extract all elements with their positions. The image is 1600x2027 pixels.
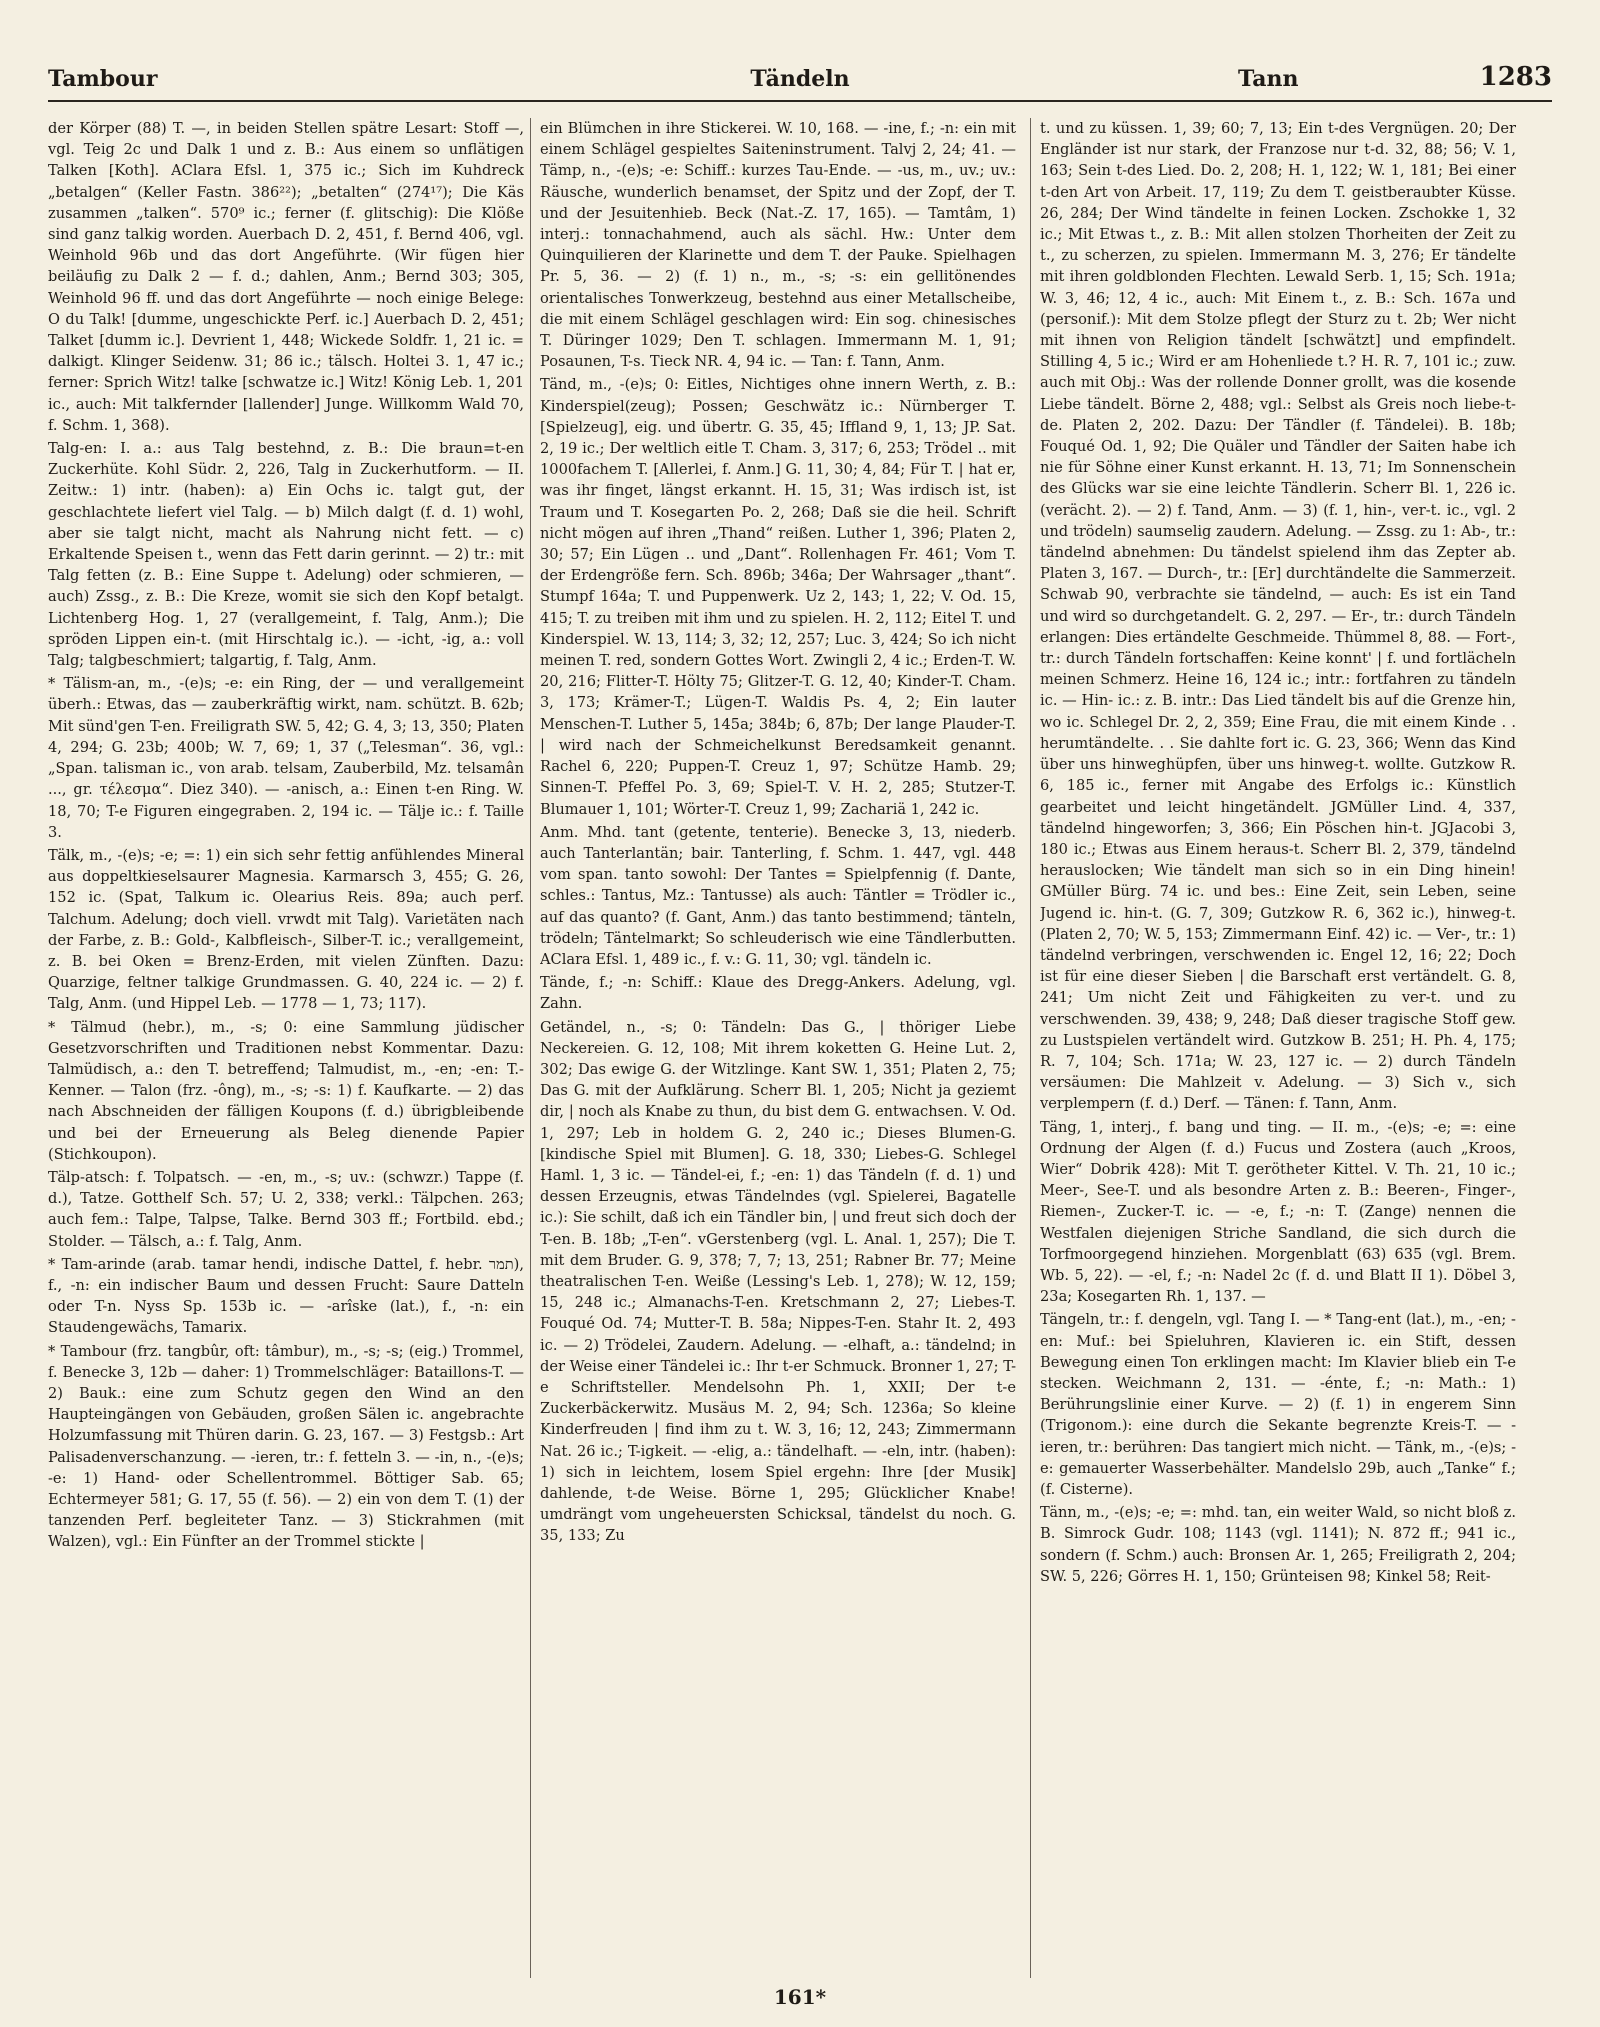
column-divider-2	[1030, 118, 1031, 1978]
header-right-catchword: Tann	[1238, 66, 1299, 92]
entry-paragraph: ein Blümchen in ihre Stickerei. W. 10, 168. — -ine, f.; -n: ein mit einem Schlägel gespieltes Saiteninstrument. Talvj 2, 24; 41. — Tämp, n., -(e)s; -e: Schiff.: kurzes Tau-Ende. — -us, m., uv.; uv.: Räusche, wunderlich benamset, der Spitz und der Zopf, der T. und der Jesuitenhieb. Beck (Nat.-Z. 17, 165). — Tamtâm, 1) interj.: tonnachahmend, auch als sächl. Hw.: Unter dem Quinquilieren der Klarinette und dem T. der Pauke. Spielhagen Pr. 5, 36. — 2) (f. 1) n., m., -s; -s: ein gellitönendes orientalisches Tonwerkzeug, bestehnd aus einer Metallscheibe, die mit einem Schlägel geschlagen wird: Ein sog. chinesisches T. Düringer 1029; Den T. schlagen. Immermann M. 1, 91; Posaunen, T-s. Tieck NR. 4, 94 ic. — Tan: f. Tann, Anm.	[540, 120, 1016, 371]
header-center-catchword: Tändeln	[750, 66, 850, 92]
entry-paragraph: * Tam-arinde (arab. tamar hendi, indische Dattel, f. hebr. תמר), f., -n: ein indischer Baum und dessen Frucht: Saure Datteln oder T-n. Nyss Sp. 153b ic. — -arîske (lat.), f., -n: ein Staudengewächs, Tamarix.	[48, 1255, 524, 1337]
entry-paragraph: Tälp-atsch: f. Tolpatsch. — -en, m., -s; uv.: (schwzr.) Tappe (f. d.), Tatze. Gotthelf Sch. 57; U. 2, 338; verkl.: Tälpchen. 263; auch fem.: Talpe, Talpse, Talke. Bernd 303 ff.; Fortbild. ebd.; Stolder. — Tälsch, a.: f. Talg, Anm.	[48, 1168, 524, 1250]
column-3	[1040, 118, 1516, 1968]
entry-paragraph: * Tambour (frz. tangbûr, oft: tâmbur), m., -s; -s; (eig.) Trommel, f. Benecke 3, 12b — daher: 1) Trommelschläger: Bataillons-T. — 2) Bauk.: eine zum Schutz gegen den Wind an den Haupteingängen von Gebäuden, großen Sälen ic. angebrachte Holzumfassung mit Thüren darin. G. 23, 167. — 3) Festgsb.: Art Palisadenverschanzung. — -ieren, tr.: f. fetteln 3. — -in, n., -(e)s; -e: 1) Hand- oder Schellentrommel. Böttiger Sab. 65; Echtermeyer 581; G. 17, 55 (f. 56). — 2) ein von dem T. (1) der tanzenden Perf. begleiteter Tanz. — 3) Stickrahmen (mit Walzen), vgl.: Ein Fünfter an der Trommel stickte |	[48, 1342, 524, 1551]
entry-paragraph: Anm. Mhd. tant (getente, tenterie). Benecke 3, 13, niederb. auch Tanterlantän; bair. Tanterling, f. Schm. 1. 447, vgl. 448 vom span. tanto sowohl: Der Tantes = Spielpfennig (f. Dante, schles.: Tantus, Mz.: Tantusse) als auch: Täntler = Trödler ic., auf das quanto? (f. Gant, Anm.) das tanto bestimmend; tänteln, trödeln; Täntelmarkt; So schleuderisch wie eine Tändlerbutten. AClara Efsl. 1, 489 ic., f. v.: G. 11, 30; vgl. tändeln ic.	[540, 823, 1016, 968]
entry-paragraph: der Körper (88) T. —, in beiden Stellen spätre Lesart: Stoff —, vgl. Teig 2c und Dalk 1 und z. B.: Aus einem so unflätigen Talken [Koth]. AClara Efsl. 1, 375 ic.; Sich im Kuhdreck „betalgen“ (Keller Fastn. 386²²); „betalten“ (274¹⁷); Die Käs zusammen „talken“. 570⁹ ic.; ferner (f. glitschig): Die Klöße sind ganz talkig worden. Auerbach D. 2, 451, f. Bernd 406, vgl. Weinhold 96b und das dort Angeführte. (Wir fügen hier beiläufig zu Dalk 2 — f. d.; dahlen, Anm.; Bernd 303; 305, Weinhold 96 ff. und das dort Angeführte — noch einige Belege: O du Talk! [dumme, ungeschickte Perf. ic.] Auerbach D. 2, 451; Talket [dumm ic.]. Devrient 1, 448; Wickede Soldfr. 1, 21 ic. = dalkigt. Klinger Seidenw. 31; 86 ic.; tälsch. Holtei 3. 1, 47 ic.; ferner: Sprich Witz! talke [schwatze ic.] Witz! König Leb. 1, 201 ic., auch: Mit talkfernder [lallender] Junge. Willkomm Wald 70, f. Schm. 1, 368).	[48, 120, 524, 434]
column-divider-1	[530, 118, 531, 1978]
entry-paragraph: Tängeln, tr.: f. dengeln, vgl. Tang I. — * Tang-ent (lat.), m., -en; -en: Muf.: bei Spieluhren, Klavieren ic. ein Stift, dessen Bewegung einen Ton erklingen macht: Im Klavier blieb ein T-e stecken. Weichmann 2, 131. — -énte, f.; -n: Math.: 1) Berührungslinie einer Kurve. — 2) (f. 1) in engerem Sinn (Trigonom.): eine durch die Sekante begrenzte Kreis-T. — -ieren, tr.: berühren: Das tangiert mich nicht. — Tänk, m., -(e)s; -e: gemauerter Wasserbehälter. Mandelslo 29b, auch „Tanke“ f.; (f. Cisterne).	[1040, 1311, 1516, 1498]
entry-paragraph: Tänd, m., -(e)s; 0: Eitles, Nichtiges ohne innern Werth, z. B.: Kinderspiel(zeug); Possen; Geschwätz ic.: Nürnberger T. [Spielzeug], eig. und übertr. G. 35, 45; Iffland 9, 1, 13; JP. Sat. 2, 19 ic.; Der weltlich eitle T. Cham. 3, 317; 6, 253; Trödel .. mit 1000fachem T. [Allerlei, f. Anm.] G. 11, 30; 4, 84; Für T. | hat er, was ihr finget, längst erkannt. H. 15, 31; Was irdisch ist, ist Traum und T. Kosegarten Po. 2, 268; Daß sie die heil. Schrift nicht mögen auf ihren „Thand“ reißen. Luther 1, 396; Platen 2, 30; 57; Ein Lügen .. und „Dant“. Rollenhagen Fr. 461; Vom T. der Erdengröße fern. Sch. 896b; 346a; Der Wahrsager „thant“. Stumpf 164a; T. und Puppenwerk. Uz 2, 143; 1, 22; V. Od. 15, 415; T. zu treiben mit ihm und zu spielen. H. 2, 112; Eitel T. und Kinderspiel. W. 13, 114; 3, 32; 12, 257; Luc. 3, 424; So ich nicht meinen T. red, sondern Gottes Wort. Zwingli 2, 4 ic.; Erden-T. W. 20, 216; Flitter-T. Hölty 75; Glitzer-T. G. 12, 40; Kinder-T. Cham. 3, 173; Krämer-T.; Lügen-T. Waldis Ps. 4, 2; Ein lauter Menschen-T. Luther 5, 145a; 384b; 6, 87b; Der lange Plauder-T. | wird nach der Schmeichelkunst Beredsamkeit genannt. Rachel 6, 220; Puppen-T. Creuz 1, 97; Schütze Hamb. 29; Sinnen-T. Pfeffel Po. 3, 69; Spiel-T. V. H. 2, 285; Stutzer-T. Blumauer 1, 101; Wörter-T. Creuz 1, 99; Zachariä 1, 242 ic.	[540, 376, 1016, 818]
entry-paragraph: Getändel, n., -s; 0: Tändeln: Das G., | thöriger Liebe Neckereien. G. 12, 108; Mit ihrem koketten G. Heine Lut. 2, 302; Das ewige G. der Witzlinge. Kant SW. 1, 351; Platen 2, 75; Das G. mit der Aufklärung. Scherr Bl. 1, 205; Nicht ja geziemt dir, | noch als Knabe zu thun, du bist dem G. entwachsen. V. Od. 1, 297; Leb in holdem G. 2, 240 ic.; Dieses Blumen-G. [kindische Spiel mit Blumen]. G. 18, 330; Liebes-G. Schlegel Haml. 1, 3 ic. — Tändel-ei, f.; -en: 1) das Tändeln (f. d. 1) und dessen Erzeugnis, etwas Tändelndes (vgl. Spielerei, Bagatelle ic.): Sie schilt, daß ich ein Tändler bin, | und freut sich doch der T-en. B. 18b; „T-en“. vGerstenberg (vgl. L. Anal. 1, 257); Die T. mit dem Bruder. G. 9, 378; 7, 7; 13, 251; Rabner Br. 77; Meine theatralischen T-en. Weiße (Lessing's Leb. 1, 278); W. 12, 159; 15, 248 ic.; Almanachs-T-en. Kretschmann 2, 27; Liebes-T. Fouqué Od. 74; Mutter-T. B. 58a; Nippes-T-en. Stahr It. 2, 493 ic. — 2) Trödelei, Zaudern. Adelung. — -elhaft, a.: tändelnd; in der Weise einer Tändelei ic.: Ihr t-er Schmuck. Bronner 1, 27; T-e Schriftsteller. Mendelsohn Ph. 1, XXII; Der t-e Zuckerbäckerwitz. Musäus M. 2, 94; Sch. 1236a; So kleine Kinderfreuden | find ihm zu t. W. 3, 16; 12, 243; Zimmermann Nat. 26 ic.; T-igkeit. — -elig, a.: tändelhaft. — -eln, intr. (haben): 1) sich in leichtem, losem Spiel ergehn: Ihre [der Musik] dahlende, t-de Weise. Börne 1, 295; Glücklicher Knabe! umdrängt vom ungeheuersten Schicksal, tändelst du noch. G. 35, 133; Zu	[540, 1018, 1016, 1545]
header-left-catchword: Tambour	[48, 66, 158, 92]
entry-paragraph: Tälk, m., -(e)s; -e; =: 1) ein sich sehr fettig anfühlendes Mineral aus doppeltkieselsaurer Magnesia. Karmarsch 3, 455; G. 26, 152 ic. (Spat, Talkum ic. Olearius Reis. 89a; auch perf. Talchum. Adelung; doch viell. vrwdt mit Talg). Varietäten nach der Farbe, z. B.: Gold-, Kalbfleisch-, Silber-T. ic.; verallgemeint, z. B. bei Oken = Brenz-Erden, mit vielen Zünften. Dazu: Quarzige, feltner talkige Grundmassen. G. 40, 224 ic. — 2) f. Talg, Anm. (und Hippel Leb. — 1778 — 1, 73; 117).	[48, 846, 524, 1013]
column-1	[48, 118, 524, 1968]
entry-paragraph: Tänn, m., -(e)s; -e; =: mhd. tan, ein weiter Wald, so nicht bloß z. B. Simrock Gudr. 108; 1143 (vgl. 1141); N. 872 ff.; 941 ic., sondern (f. Schm.) auch: Bronsen Ar. 1, 265; Freiligrath 2, 204; SW. 5, 226; Görres H. 1, 150; Grünteisen 98; Kinkel 58; Reit-	[1040, 1504, 1516, 1585]
entry-paragraph: t. und zu küssen. 1, 39; 60; 7, 13; Ein t-des Vergnügen. 20; Der Engländer ist nur stark, der Franzose nur t-d. 32, 88; 56; V. 1, 163; Sein t-des Lied. Do. 2, 208; H. 1, 122; W. 1, 181; Bei einer t-den Art von Arbeit. 17, 119; Zu dem T. geistberaubter Küsse. 26, 284; Der Wind tändelte in feinen Locken. Zschokke 1, 32 ic.; Mit Etwas t., z. B.: Mit allen stolzen Thorheiten der Zeit zu t., zu scherzen, zu spielen. Immermann M. 3, 276; Er tändelte mit ihren goldblonden Flechten. Lewald Serb. 1, 15; Sch. 191a; W. 3, 46; 12, 4 ic., auch: Mit Einem t., z. B.: Sch. 167a und (personif.): Mit dem Stolze pflegt der Sturz zu t. 2b; Wer nicht mit ihnen von Religion tändelt [schwätzt] und empfindelt. Stilling 4, 5 ic.; Wird er am Hohenliede t.? H. R. 7, 101 ic.; zuw. auch mit Obj.: Was der rollende Donner grollt, was die kosende Liebe tändelt. Börne 2, 488; vgl.: Selbst als Greis noch liebe-t-de. Platen 2, 202. Dazu: Der Tändler (f. Tändelei). B. 18b; Fouqué Od. 1, 92; Die Quäler und Tändler der Saiten habe ich nie für Söhne einer Kunst erkannt. H. 13, 71; Im Sonnenschein des Glücks war sie eine leichte Tändlerin. Scherr Bl. 1, 226 ic. (verächt. 2). — 2) f. Tand, Anm. — 3) (f. 1, hin-, ver-t. ic., vgl. 2 und trödeln) saumselig zaudern. Adelung. — Zssg. zu 1: Ab-, tr.: tändelnd abnehmen: Du tändelst spielend ihm das Zepter ab. Platen 3, 167. — Durch-, tr.: [Er] durchtändelte die Sammerzeit. Schwab 90, verbrachte sie tändelnd, — auch: Es ist ein Tand und wird so durchgetandelt. G. 2, 297. — Er-, tr.: durch Tändeln erlangen: Dies ertändelte Geschmeide. Thümmel 8, 88. — Fort-, tr.: durch Tändeln fortschaffen: Keine konnt' | f. und fortlächeln meinen Schmerz. Heine 16, 124 ic.; intr.: fortfahren zu tändeln ic. — Hin- ic.: z. B. intr.: Das Lied tändelt bis auf die Grenze hin, wo ic. Schlegel Dr. 2, 2, 359; Eine Frau, die mit einem Kinde . . herumtändelte. . . Sie dahlte fort ic. G. 23, 366; Wenn das Kind über uns hinweghüpfen, über uns hinweg-t. wollte. Gutzkow R. 6, 185 ic., ferner mit Angabe des Erfolgs ic.: Künstlich gearbeitet und leicht hingetändelt. JGMüller Lind. 4, 337, tändelnd hingeworfen; 3, 366; Ein Pöschen hin-t. JGJacobi 3, 180 ic.; Etwas aus Einem heraus-t. Scherr Bl. 2, 379, tändelnd herauslocken; Wie tändelt man sich so in ein Ding hinein! GMüller Bürg. 74 ic. und bes.: Eine Zeit, sein Leben, seine Jugend ic. hin-t. (G. 7, 309; Gutzkow R. 6, 362 ic.), hinweg-t. (Platen 2, 70; W. 5, 153; Zimmermann Einf. 42) ic. — Ver-, tr.: 1) tändelnd verbringen, verschwenden ic. Engel 12, 16; 22; Doch ist für eine dieser Sieben | die Barschaft erst vertändelt. G. 8, 241; Um nicht Zeit und Fähigkeiten zu ver-t. und zu verschwenden. 39, 438; 9, 248; Daß dieser tragische Stoff gew. zu Lustspielen vertändelt wird. Gutzkow B. 251; H. Ph. 4, 175; R. 7, 104; Sch. 171a; W. 23, 127 ic. — 2) durch Tändeln versäumen: Die Mahlzeit v. Adelung. — 3) Sich v., sich verplempern (f. d.) Derf. — Tänen: f. Tann, Anm.	[1040, 120, 1516, 1113]
entry-paragraph: Talg-en: I. a.: aus Talg bestehnd, z. B.: Die braun=t-en Zuckerhüte. Kohl Südr. 2, 226, Talg in Zuckerhutform. — II. Zeitw.: 1) intr. (haben): a) Ein Ochs ic. talgt gut, der geschlachtete liefert viel Talg. — b) Milch dalgt (f. d. 1) wohl, aber sie talgt nicht, macht als Nahrung nicht fett. — c) Erkaltende Speisen t., wenn das Fett darin gerinnt. — 2) tr.: mit Talg fetten (z. B.: Eine Suppe t. Adelung) oder schmieren, — auch) Zssg., z. B.: Die Kreze, womit sie sich den Kopf betalgt. Lichtenberg Hog. 1, 27 (verallgemeint, f. Talg, Anm.); Die spröden Lippen ein-t. (mit Hirschtalg ic.). — -icht, -ig, a.: voll Talg; talgbeschmiert; talgartig, f. Talg, Anm.	[48, 440, 524, 670]
entry-paragraph: * Tälism-an, m., -(e)s; -e: ein Ring, der — und verallgemeint überh.: Etwas, das — zauberkräftig wirkt, nam. schützt. B. 62b; Mit sünd'gen T-en. Freiligrath SW. 5, 42; G. 4, 3; 13, 350; Platen 4, 294; G. 23b; 400b; W. 7, 69; 1, 37 („Telesman“. 36, vgl.: „Span. talisman ic., von arab. telsam, Zauberbild, Mz. telsamân ..., gr. τέλεσμα“. Diez 340). — -anisch, a.: Einen t-en Ring. W. 18, 70; T-e Figuren eingegraben. 2, 194 ic. — Tälje ic.: f. Taille 3.	[48, 675, 524, 841]
entry-paragraph: * Tälmud (hebr.), m., -s; 0: eine Sammlung jüdischer Gesetzvorschriften und Traditionen nebst Kommentar. Dazu: Talmüdisch, a.: den T. betreffend; Talmudist, m., -en; -en: T.-Kenner. — Talon (frz. -ông), m., -s; -s: 1) f. Kaufkarte. — 2) das nach Abschneiden der fälligen Koupons (f. d.) übrigbleibende und bei der Erneuerung als Beleg dienende Papier (Stichkoupon).	[48, 1018, 524, 1163]
entry-paragraph: Täng, 1, interj., f. bang und ting. — II. m., -(e)s; -e; =: eine Ordnung der Algen (f. d.) Fucus und Zostera (auch „Kroos, Wier“ Dobrik 428): Mit T. gerötheter Kittel. V. Th. 21, 10 ic.; Meer-, See-T. und als besondre Arten z. B.: Beeren-, Finger-, Riemen-, Zucker-T. ic. — -e, f.; -n: T. (Zange) nennen die Westfalen diejenigen Striche Sandland, die sich durch die Torfmoorgegend hinziehen. Morgenblatt (63) 635 (vgl. Brem. Wb. 5, 22). — -el, f.; -n: Nadel 2c (f. d. und Blatt II 1). Döbel 3, 23a; Kosegarten Rh. 1, 137. —	[1040, 1118, 1516, 1306]
entry-paragraph: Tände, f.; -n: Schiff.: Klaue des Dregg-Ankers. Adelung, vgl. Zahn.	[540, 974, 1016, 1013]
signature-mark: 161*	[773, 1985, 827, 2009]
column-2	[540, 118, 1016, 1968]
page-number: 1283	[1479, 62, 1552, 92]
header-rule	[48, 100, 1552, 102]
page-header	[48, 58, 1552, 98]
